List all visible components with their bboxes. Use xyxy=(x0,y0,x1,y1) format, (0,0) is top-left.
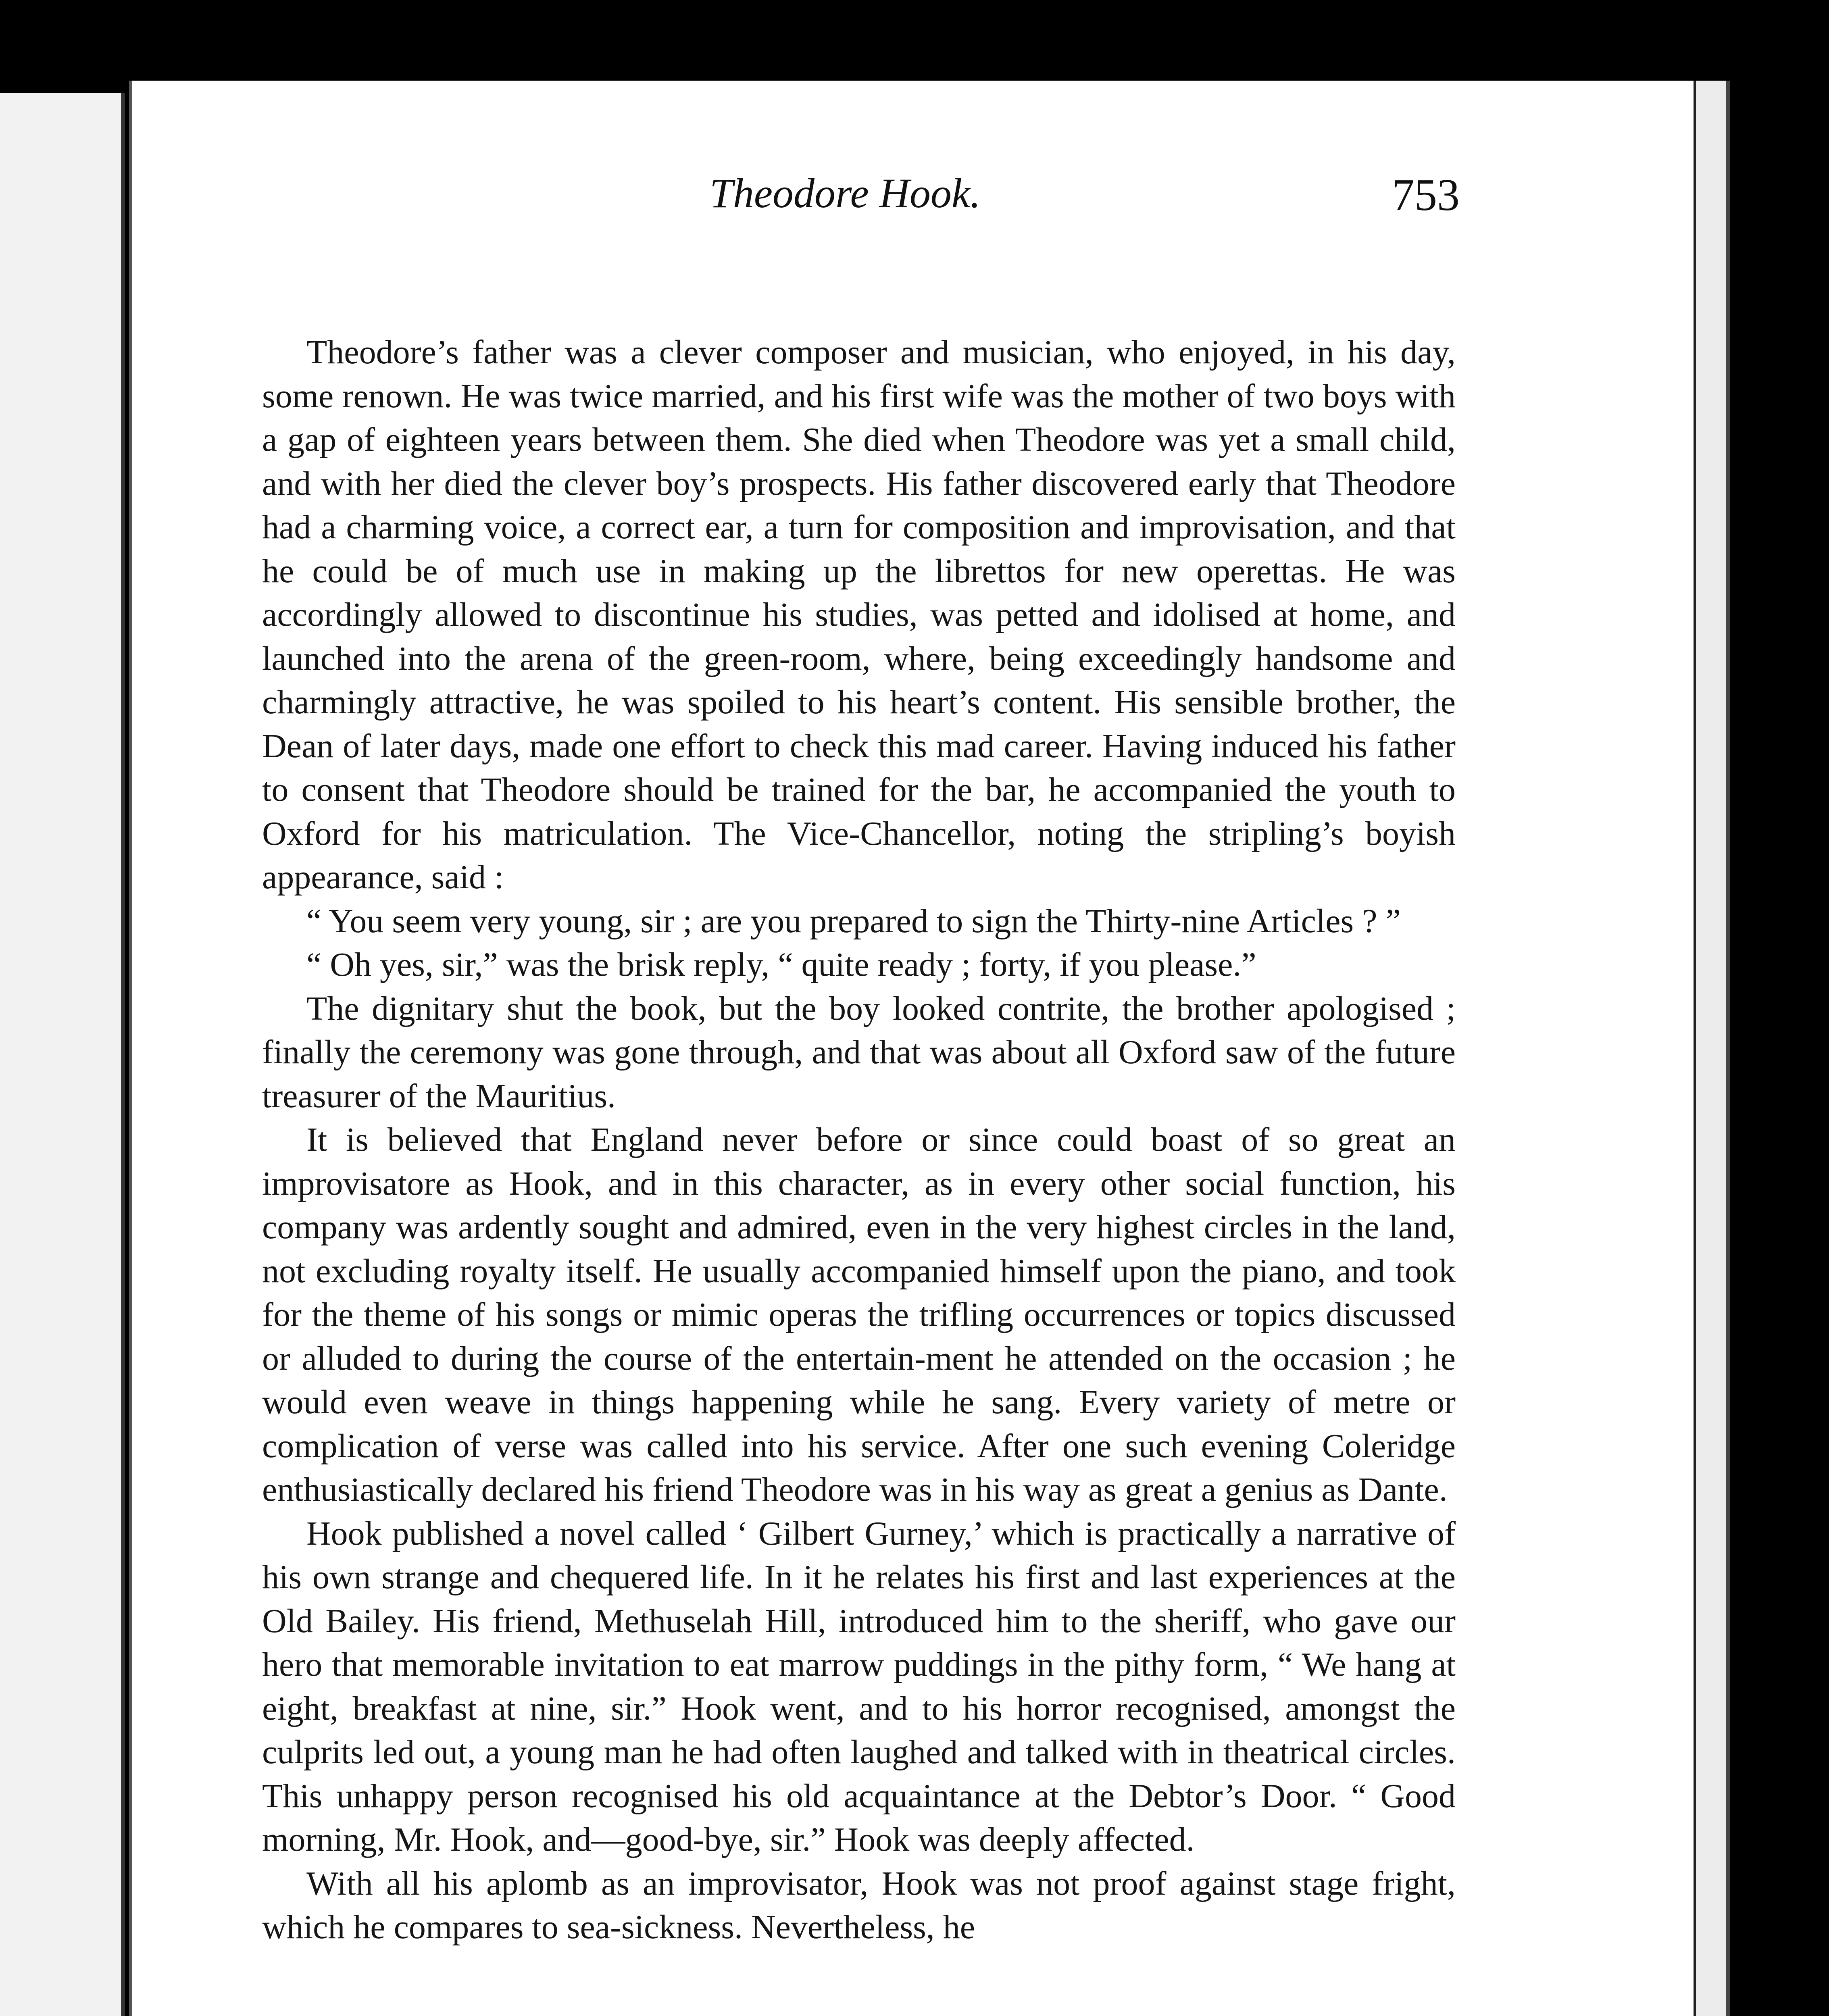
paragraph: “ Oh yes, sir,” was the brisk reply, “ quite ready ; forty, if you please.” xyxy=(306,946,1256,983)
page-number: 753 xyxy=(1392,170,1460,220)
page-edge-strip xyxy=(1694,81,1730,2016)
facing-page-edge xyxy=(0,93,125,2016)
paragraph: “ You seem very young, sir ; are you prepared to sign the Thirty-nine Articles ? ” xyxy=(306,902,1401,940)
body-text xyxy=(262,331,1456,1949)
paragraph: Theodore’s father was a clever composer and musician, who enjoyed, in his day, some renown. He was twice married, and his first wife was the mother of two boys with a gap of eighteen years between them. She died when Theodore was yet a small child, and with her died the clever boy’s prospects. His father discovered early that Theodore had a charming voice, a correct ear, a turn for composition and improvisation, and that he could be of much use in making up the librettos for new operettas. He was accordingly allowed to discontinue his studies, was petted and idolised at home, and launched into the arena of the green-room, where, being exceedingly handsome and charmingly attractive, he was spoiled to his heart’s content. His sensible brother, the Dean of later days, made one effort to check this mad career. Having induced his father to consent that Theodore should be trained for the bar, he accompanied the youth to Oxford for his matriculation. The Vice-Chancellor, noting the stripling’s boyish appearance, said : xyxy=(262,333,1456,896)
paragraph: Hook published a novel called ‘ Gilbert Gurney,’ which is practically a narrative of his own strange and chequered life. In it he relates his first and last experiences at the Old Bailey. His friend, Methuselah Hill, introduced him to the sheriff, who gave our hero that memorable invitation to eat marrow puddings in the pithy form, “ We hang at eight, breakfast at nine, sir.” Hook went, and to his horror recognised, amongst the culprits led out, a young man he had often laughed and talked with in theatrical circles. This unhappy person recognised his old acquaintance at the Debtor’s Door. “ Good morning, Mr. Hook, and—good-bye, sir.” Hook was deeply affected. xyxy=(262,1514,1456,1858)
paragraph: The dignitary shut the book, but the boy looked contrite, the brother apologised ; finally the ceremony was gone through, and that was about all Oxford saw of the future treasurer of the Mauritius. xyxy=(262,989,1456,1115)
page-header xyxy=(573,169,1460,250)
running-title: Theodore Hook. xyxy=(710,170,981,217)
paragraph: With all his aplomb as an improvisator, Hook was not proof against stage fright, which he compares to sea-sickness. Nevertheless, he xyxy=(262,1864,1456,1946)
paragraph: It is believed that England never before or since could boast of so great an improvisatore as Hook, and in this character, as in every other social function, his company was ardently sought and admired, even in the very highest circles in the land, not excluding royalty itself. He usually accompanied himself upon the piano, and took for the theme of his songs or mimic operas the trifling occurrences or topics discussed or alluded to during the course of the entertain-ment he attended on the occasion ; he would even weave in things happening while he sang. Every variety of metre or complication of verse was called into his service. After one such evening Coleridge enthusiastically declared his friend Theodore was in his way as great a genius as Dante. xyxy=(262,1121,1456,1508)
